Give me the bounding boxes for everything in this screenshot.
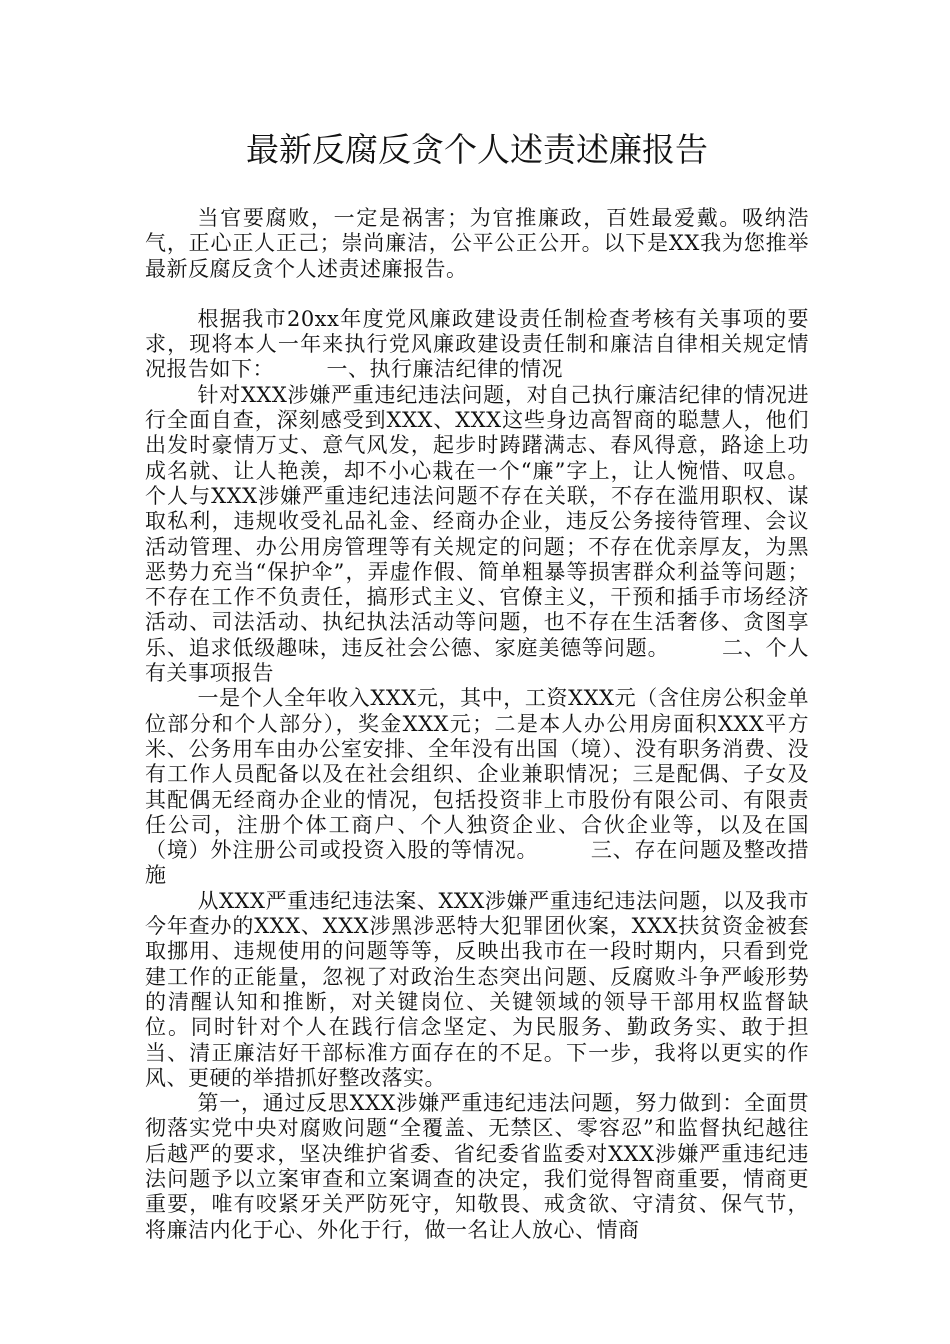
paragraph-first-measure: 第一，通过反思XXX涉嫌严重违纪违法问题，努力做到：全面贯彻落实党中央对腐败问题“全覆盖、无禁区、零容忍”和监督执纪越往后越严的要求，坚决维护省委、省纪委省监委对XXX涉嫌严重违纪违法问题予以立案审查和立案调查的决定，我们觉得智商重要，情商更重要，唯有咬紧牙关严防死守，知敬畏、戒贪欲、守清贫、保气节，将廉洁内化于心、外化于行，做一名让人放心、情商 (145, 1091, 809, 1242)
document-page (145, 0, 809, 1243)
section-heading-1: 一、执行廉洁纪律的情况 (326, 357, 563, 382)
paragraph-personal-matters (145, 686, 809, 888)
paragraph-discipline-text: 针对XXX涉嫌严重违纪违法问题，对自己执行廉洁纪律的情况进行全面自查，深刻感受到XXX、XXX这些身边高智商的聪慧人，他们出发时豪情万丈、意气风发，起步时踌躇满志、春风得意，路途上功成名就、让人艳羡，却不小心栽在一个“廉”字上，让人惋惜、叹息。个人与XXX涉嫌严重违纪违法问题不存在关联，不存在滥用职权、谋取私利，违规收受礼品礼金、经商办企业，违反公务接待管理、会议活动管理、办公用房管理等有关规定的问题；不存在优亲厚友，为黑恶势力充当“保护伞”，弄虚作假、简单粗暴等损害群众利益等问题；不存在工作不负责任，搞形式主义、官僚主义，干预和插手市场经济活动、司法活动、执纪执法活动等问题，也不存在生活奢侈、贪图享乐、追求低级趣味，违反社会公德、家庭美德等问题。 (145, 382, 809, 660)
paragraph-basis-text: 根据我市20xx年度党风廉政建设责任制检查考核有关事项的要求，现将本人一年来执行党风廉政建设责任制和廉洁自律相关规定情况报告如下： (145, 306, 809, 382)
paragraph-personal-matters-text: 一是个人全年收入XXX元，其中，工资XXX元（含住房公积金单位部分和个人部分），奖金XXX元；二是本人办公用房面积XXX平方米、公务用车由办公室安排、全年没有出国（境）、没有职务消费、没有工作人员配备以及在社会组织、企业兼职情况；三是配偶、子女及其配偶无经商办企业的情况，包括投资非上市股份有限公司、有限责任公司，注册个体工商户、个人独资企业、合伙企业等，以及在国（境）外注册公司或投资入股的等情况。 (145, 686, 809, 863)
paragraph-problems: 从XXX严重违纪违法案、XXX涉嫌严重违纪违法问题，以及我市今年查办的XXX、XXX涉黑涉恶特大犯罪团伙案，XXX扶贫资金被套取挪用、违规使用的问题等等，反映出我市在一段时期内，只看到党建工作的正能量，忽视了对政治生态突出问题、反腐败斗争严峻形势的清醒认知和推断，对关键岗位、关键领域的领导干部用权监督缺位。同时针对个人在践行信念坚定、为民服务、勤政务实、敢于担当、清正廉洁好干部标准方面存在的不足。下一步，我将以更实的作风、更硬的举措抓好整改落实。 (145, 888, 809, 1090)
paragraph-gap (145, 282, 809, 307)
intro-paragraph: 当官要腐败，一定是祸害；为官推廉政，百姓最爱戴。吸纳浩气，正心正人正己；崇尚廉洁，公平公正公开。以下是XX我为您推举最新反腐反贪个人述责述廉报告。 (145, 206, 809, 281)
document-title: 最新反腐反贪个人述责述廉报告 (246, 130, 708, 169)
section-heading-2: 二、个人有关事项报告 (145, 635, 810, 686)
document-body (145, 206, 809, 1243)
section-heading-3: 三、存在问题及整改措施 (145, 838, 810, 888)
paragraph-discipline (145, 383, 809, 687)
paragraph-basis (145, 307, 809, 383)
